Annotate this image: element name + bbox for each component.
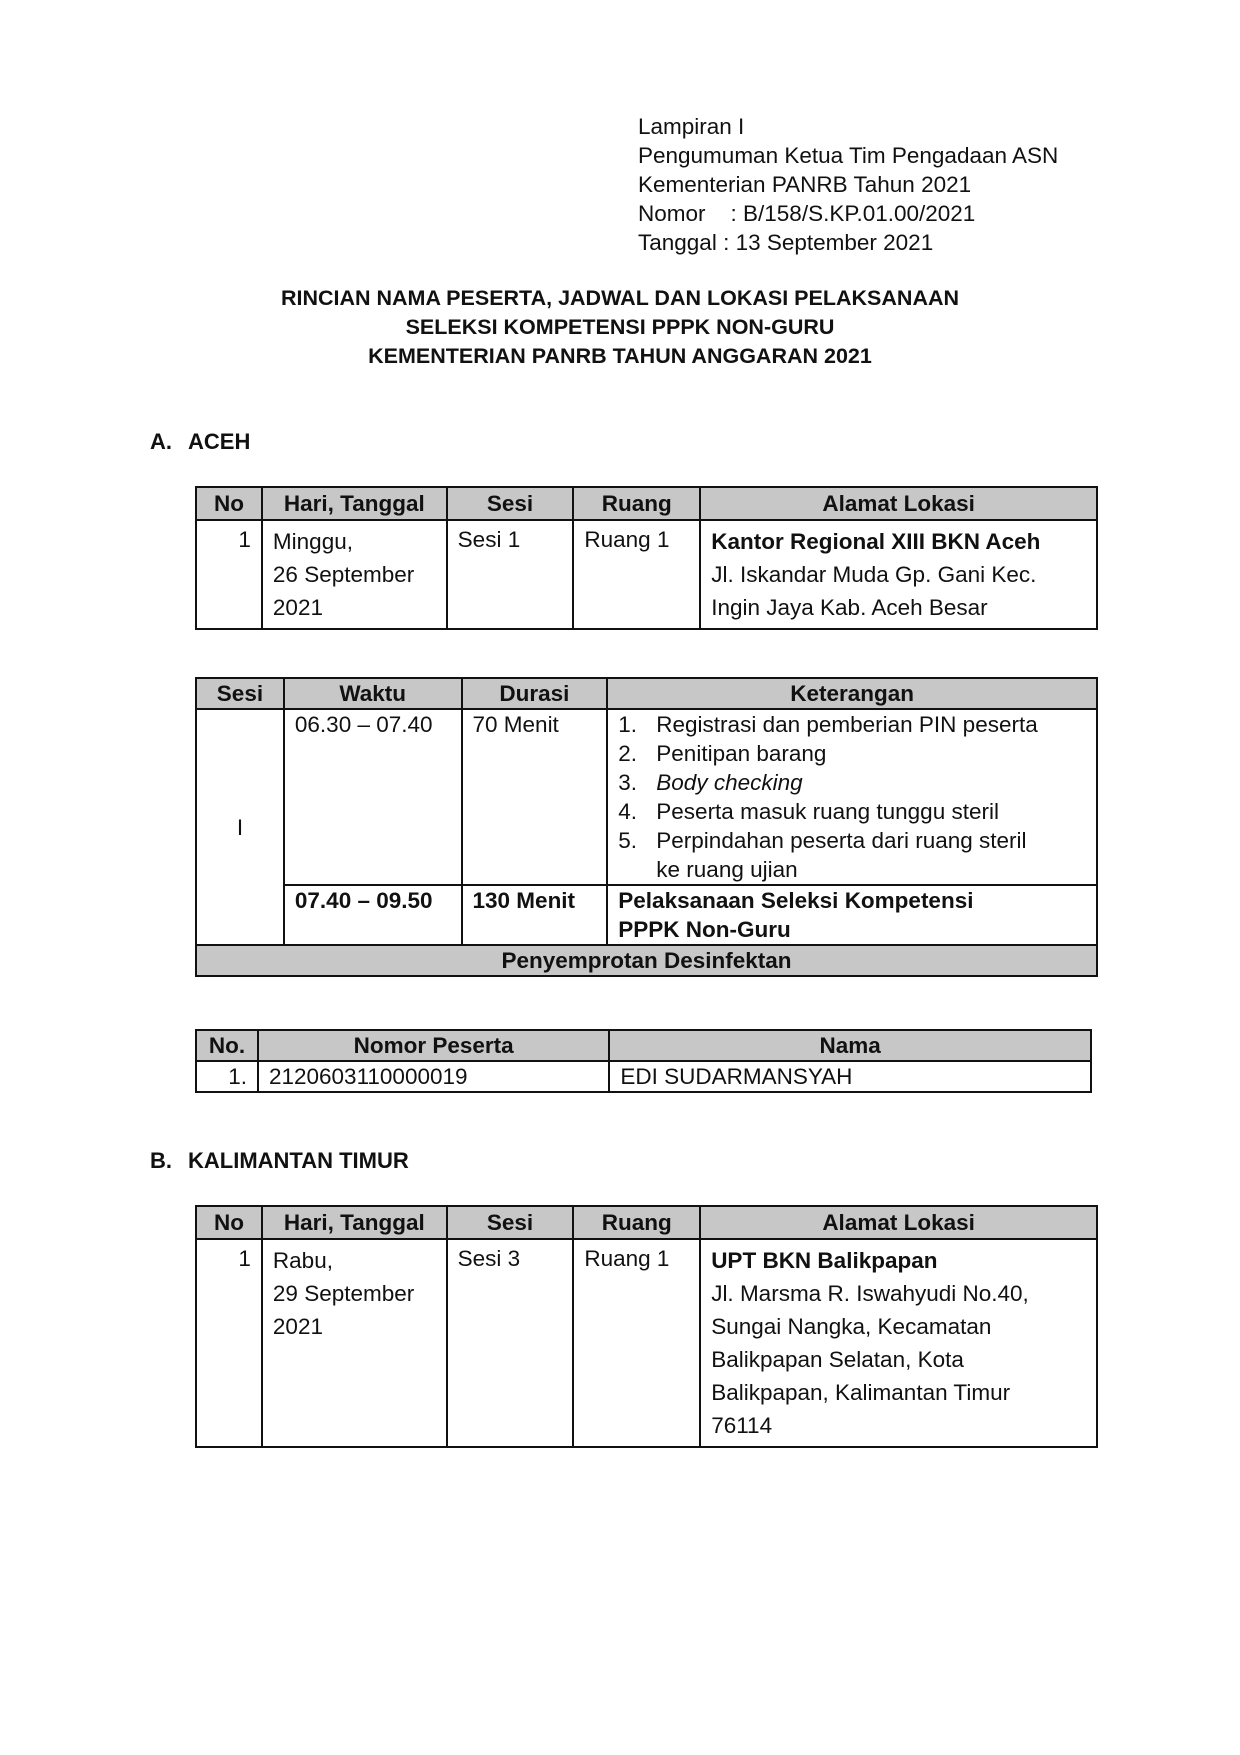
session-cell: Sesi 1 bbox=[447, 520, 574, 629]
step-text: Perpindahan peserta dari ruang steril bbox=[656, 828, 1027, 853]
date-cell bbox=[262, 520, 447, 629]
step-text: ke ruang ujian bbox=[656, 857, 798, 882]
day-text: Minggu, bbox=[272, 529, 353, 554]
table-row bbox=[196, 885, 1097, 945]
appendix-header bbox=[638, 112, 1058, 257]
table-row bbox=[196, 1061, 1091, 1092]
address-line: Balikpapan, Kalimantan Timur bbox=[711, 1380, 1011, 1405]
document-title bbox=[0, 284, 1240, 371]
description-line: PPPK Non-Guru bbox=[618, 917, 791, 942]
column-header: Ruang bbox=[573, 487, 700, 520]
room-cell: Ruang 1 bbox=[573, 520, 700, 629]
header-line: Pengumuman Ketua Tim Pengadaan ASN bbox=[638, 143, 1059, 168]
column-header: Keterangan bbox=[607, 678, 1097, 709]
step-text: Registrasi dan pemberian PIN peserta bbox=[656, 712, 1038, 737]
date-text: 26 September bbox=[272, 562, 415, 587]
steps-cell bbox=[607, 709, 1097, 885]
participant-no: 1. bbox=[196, 1061, 258, 1092]
header-line: Kementerian PANRB Tahun 2021 bbox=[638, 172, 972, 197]
list-item bbox=[618, 739, 1086, 768]
row-number: 1 bbox=[196, 1239, 262, 1447]
list-item bbox=[618, 797, 1086, 826]
column-header: Waktu bbox=[284, 678, 462, 709]
participants-table bbox=[195, 1029, 1092, 1093]
section-letter: A. bbox=[150, 429, 172, 454]
table-header-row bbox=[196, 1030, 1091, 1061]
table-footer-row bbox=[196, 945, 1097, 976]
table-row bbox=[196, 520, 1097, 629]
column-header: No. bbox=[196, 1030, 258, 1061]
participant-number: 2120603110000019 bbox=[258, 1061, 609, 1092]
date-text: 29 September bbox=[272, 1281, 415, 1306]
column-header: Nomor Peserta bbox=[258, 1030, 609, 1061]
step-text-block bbox=[656, 826, 1026, 884]
table-header-row bbox=[196, 678, 1097, 709]
step-number: 2. bbox=[618, 741, 638, 766]
step-text: Penitipan barang bbox=[656, 741, 827, 766]
title-line: SELEKSI KOMPETENSI PPPK NON-GURU bbox=[405, 315, 835, 339]
date-cell bbox=[262, 1239, 447, 1447]
address-line: Jl. Marsma R. Iswahyudi No.40, bbox=[711, 1281, 1029, 1306]
session-cell: Sesi 3 bbox=[447, 1239, 574, 1447]
address-line: Jl. Iskandar Muda Gp. Gani Kec. bbox=[711, 562, 1037, 587]
year-text: 2021 bbox=[272, 1314, 323, 1339]
time-cell: 06.30 – 07.40 bbox=[284, 709, 462, 885]
location-table-aceh bbox=[195, 486, 1098, 630]
address-line: 76114 bbox=[711, 1413, 773, 1438]
list-item bbox=[618, 768, 1086, 797]
title-line: KEMENTERIAN PANRB TAHUN ANGGARAN 2021 bbox=[368, 344, 872, 368]
day-text: Rabu, bbox=[272, 1248, 333, 1273]
duration-cell: 70 Menit bbox=[462, 709, 608, 885]
step-number: 1. bbox=[618, 712, 638, 737]
office-name: UPT BKN Balikpapan bbox=[711, 1248, 938, 1273]
address-cell bbox=[700, 1239, 1097, 1447]
header-line: Nomor : B/158/S.KP.01.00/2021 bbox=[638, 201, 976, 226]
step-text: Peserta masuk ruang tunggu steril bbox=[656, 799, 999, 824]
table-header-row bbox=[196, 487, 1097, 520]
column-header: Sesi bbox=[196, 678, 284, 709]
column-header: Hari, Tanggal bbox=[262, 1206, 447, 1239]
title-line: RINCIAN NAMA PESERTA, JADWAL DAN LOKASI PELAKSANAAN bbox=[280, 286, 960, 310]
table-header-row bbox=[196, 1206, 1097, 1239]
header-line: Lampiran I bbox=[638, 114, 745, 139]
section-heading-aceh bbox=[150, 429, 250, 455]
session-number: I bbox=[196, 709, 284, 945]
address-line: Sungai Nangka, Kecamatan bbox=[711, 1314, 992, 1339]
column-header: No bbox=[196, 487, 262, 520]
step-number: 5. bbox=[618, 828, 638, 853]
section-heading-kalimantan-timur bbox=[150, 1148, 409, 1174]
header-line: Tanggal : 13 September 2021 bbox=[638, 230, 934, 255]
location-table-kalimantan-timur bbox=[195, 1205, 1098, 1448]
step-number: 4. bbox=[618, 799, 638, 824]
column-header: Sesi bbox=[447, 487, 574, 520]
year-text: 2021 bbox=[272, 595, 323, 620]
time-cell: 07.40 – 09.50 bbox=[284, 885, 462, 945]
office-name: Kantor Regional XIII BKN Aceh bbox=[711, 529, 1041, 554]
column-header: Durasi bbox=[462, 678, 608, 709]
description-cell bbox=[607, 885, 1097, 945]
column-header: Alamat Lokasi bbox=[700, 487, 1097, 520]
column-header: No bbox=[196, 1206, 262, 1239]
section-name: ACEH bbox=[188, 429, 251, 454]
steps-list bbox=[618, 710, 1086, 884]
row-number: 1 bbox=[196, 520, 262, 629]
step-number: 3. bbox=[618, 770, 638, 795]
column-header: Hari, Tanggal bbox=[262, 487, 447, 520]
participant-name: EDI SUDARMANSYAH bbox=[609, 1061, 1091, 1092]
section-name: KALIMANTAN TIMUR bbox=[188, 1148, 409, 1173]
address-line: Balikpapan Selatan, Kota bbox=[711, 1347, 964, 1372]
description-line: Pelaksanaan Seleksi Kompetensi bbox=[618, 888, 974, 913]
column-header: Alamat Lokasi bbox=[700, 1206, 1097, 1239]
address-cell bbox=[700, 520, 1097, 629]
table-row bbox=[196, 709, 1097, 885]
schedule-table bbox=[195, 677, 1098, 977]
column-header: Ruang bbox=[573, 1206, 700, 1239]
list-item bbox=[618, 826, 1086, 884]
section-letter: B. bbox=[150, 1148, 172, 1173]
duration-cell: 130 Menit bbox=[462, 885, 608, 945]
room-cell: Ruang 1 bbox=[573, 1239, 700, 1447]
disinfection-row: Penyemprotan Desinfektan bbox=[196, 945, 1097, 976]
table-row bbox=[196, 1239, 1097, 1447]
address-line: Ingin Jaya Kab. Aceh Besar bbox=[711, 595, 988, 620]
list-item bbox=[618, 710, 1086, 739]
step-text: Body checking bbox=[656, 770, 803, 795]
column-header: Sesi bbox=[447, 1206, 574, 1239]
column-header: Nama bbox=[609, 1030, 1091, 1061]
